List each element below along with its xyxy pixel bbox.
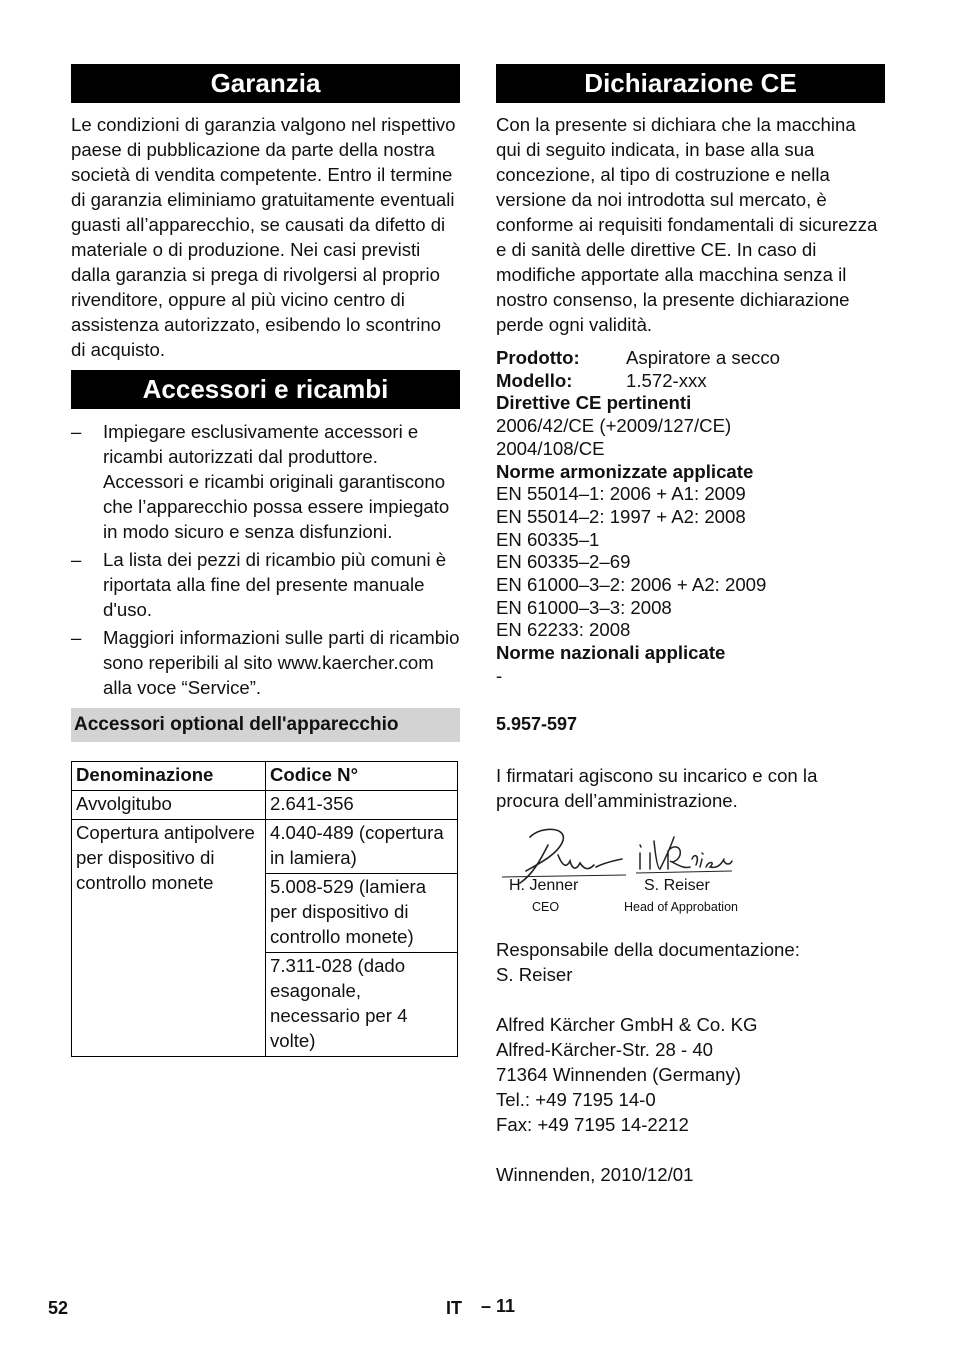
dash-bullet: – bbox=[71, 627, 82, 648]
accessori-heading: Accessori e ricambi bbox=[71, 370, 460, 409]
garanzia-text: Le condizioni di garanzia valgono nel rispettivo paese di pubblicazione da parte della nostra società di vendita competente. Entro il termine di garanzia eliminiamo gratuitamente eventuali guasti all’apparecchio, se causati da difetto di materiale o di produzione. Nei casi previsti dalla garanzia si prega di rivolgersi al proprio rivenditore, oppure al più vicino centro di assistenza autorizzato, esibendo lo scontrino di acquisto. bbox=[71, 114, 456, 360]
norma-item: EN 55014–1: 2006 + A1: 2009 bbox=[496, 483, 746, 505]
direttiva-item: 2004/108/CE bbox=[496, 437, 605, 459]
address-line: 71364 Winnenden (Germany) bbox=[496, 1063, 741, 1085]
signer-2-name: S. Reiser bbox=[644, 876, 710, 894]
table-cell: Avvolgitubo bbox=[72, 791, 266, 820]
table-cell: Copertura antipolvere per dispositivo di controllo monete bbox=[72, 820, 266, 1057]
place-date: Winnenden, 2010/12/01 bbox=[496, 1163, 694, 1185]
table-cell: 5.008-529 (lamiera per dispositivo di controllo monete) bbox=[266, 874, 458, 953]
nazionali-value: - bbox=[496, 664, 503, 686]
table-row bbox=[72, 820, 458, 874]
signature-reiser-icon bbox=[634, 831, 734, 881]
garanzia-heading: Garanzia bbox=[71, 64, 460, 103]
responsabile-label: Responsabile della documentazione: bbox=[496, 938, 800, 960]
responsabile bbox=[496, 937, 885, 987]
list-item: – La lista dei pezzi di ricambio più comuni è riportata alla fine del presente manuale d'uso. bbox=[71, 549, 447, 620]
table-row bbox=[72, 791, 458, 820]
company-address bbox=[496, 1012, 885, 1137]
signature-jenner-icon bbox=[500, 825, 630, 885]
table-header: Codice N° bbox=[266, 762, 458, 791]
signatures bbox=[496, 825, 885, 923]
modello-value: 1.572-xxx bbox=[626, 369, 707, 391]
left-column bbox=[71, 64, 460, 1057]
norma-item: EN 60335–1 bbox=[496, 528, 600, 550]
dichiarazione-text: Con la presente si dichiara che la macchina qui di seguito indicata, in base alla sua concezione, al tipo di costruzione e nella versione da noi introdotta sul mercato, è conforme ai requisiti fondamentali di sicurezza e di sanità delle direttive CE. In caso di modifiche apportate alla macchina senza il nostro consenso, la presente dichiarazione perde ogni validità. bbox=[496, 114, 878, 335]
prodotto-value: Aspiratore a secco bbox=[626, 347, 780, 368]
direttive-label: Direttive CE pertinenti bbox=[496, 392, 692, 414]
accessori-list bbox=[71, 419, 460, 700]
responsabile-name: S. Reiser bbox=[496, 963, 573, 985]
modello-label: Modello: bbox=[496, 369, 573, 391]
norma-item: EN 62233: 2008 bbox=[496, 619, 631, 641]
list-item: – Maggiori informazioni sulle parti di ricambio sono reperibili al sito www.kaercher.com alla voce “Service”. bbox=[71, 627, 460, 698]
optional-heading: Accessori optional dell'apparecchio bbox=[71, 708, 460, 742]
address-line: Alfred-Kärcher-Str. 28 - 40 bbox=[496, 1038, 714, 1060]
table-cell: 4.040-489 (copertura in lamiera) bbox=[266, 820, 458, 874]
table-cell: 7.311-028 (dado esagonale, necessario per 4 volte) bbox=[266, 953, 458, 1057]
modello-row bbox=[496, 370, 885, 393]
dichiarazione-heading: Dichiarazione CE bbox=[496, 64, 885, 103]
address-line: Fax: +49 7195 14-2212 bbox=[496, 1113, 689, 1135]
page-number-left: 52 bbox=[48, 1298, 69, 1318]
nazionali-label: Norme nazionali applicate bbox=[496, 642, 726, 664]
signer-2-title: Head of Approbation bbox=[624, 899, 738, 914]
signer-1-title: CEO bbox=[532, 899, 560, 914]
dash-bullet: – bbox=[71, 549, 82, 570]
language-code: IT bbox=[446, 1298, 462, 1318]
norma-item: EN 61000–3–2: 2006 + A2: 2009 bbox=[496, 574, 767, 596]
dash-bullet: – bbox=[71, 421, 82, 442]
page-number-right: – 11 bbox=[481, 1296, 516, 1316]
norma-item: EN 55014–2: 1997 + A2: 2008 bbox=[496, 505, 746, 527]
firmatari-text: I firmatari agiscono su incarico e con la procura dell’amministrazione. bbox=[496, 764, 818, 811]
prodotto-row bbox=[496, 347, 885, 370]
prodotto-label: Prodotto: bbox=[496, 347, 580, 368]
declaration-details bbox=[496, 347, 885, 688]
norma-item: EN 61000–3–3: 2008 bbox=[496, 596, 672, 618]
document-code: 5.957-597 bbox=[496, 713, 578, 734]
signer-1-name: H. Jenner bbox=[509, 876, 579, 894]
accessories-table bbox=[71, 761, 458, 1057]
list-item: – Impiegare esclusivamente accessori e ricambi autorizzati dal produttore. Accessori e ricambi originali garantiscono che l’apparecchio possa essere impiegato in modo sicuro e senza disfunzioni. bbox=[71, 421, 450, 542]
address-line: Alfred Kärcher GmbH & Co. KG bbox=[496, 1013, 758, 1035]
table-cell: 2.641-356 bbox=[266, 791, 458, 820]
norme-label: Norme armonizzate applicate bbox=[496, 460, 754, 482]
direttiva-item: 2006/42/CE (+2009/127/CE) bbox=[496, 415, 732, 437]
norma-item: EN 60335–2–69 bbox=[496, 551, 631, 573]
table-header-row bbox=[72, 762, 458, 791]
table-header: Denominazione bbox=[72, 762, 266, 791]
right-column bbox=[496, 64, 885, 1187]
address-line: Tel.: +49 7195 14-0 bbox=[496, 1088, 656, 1110]
